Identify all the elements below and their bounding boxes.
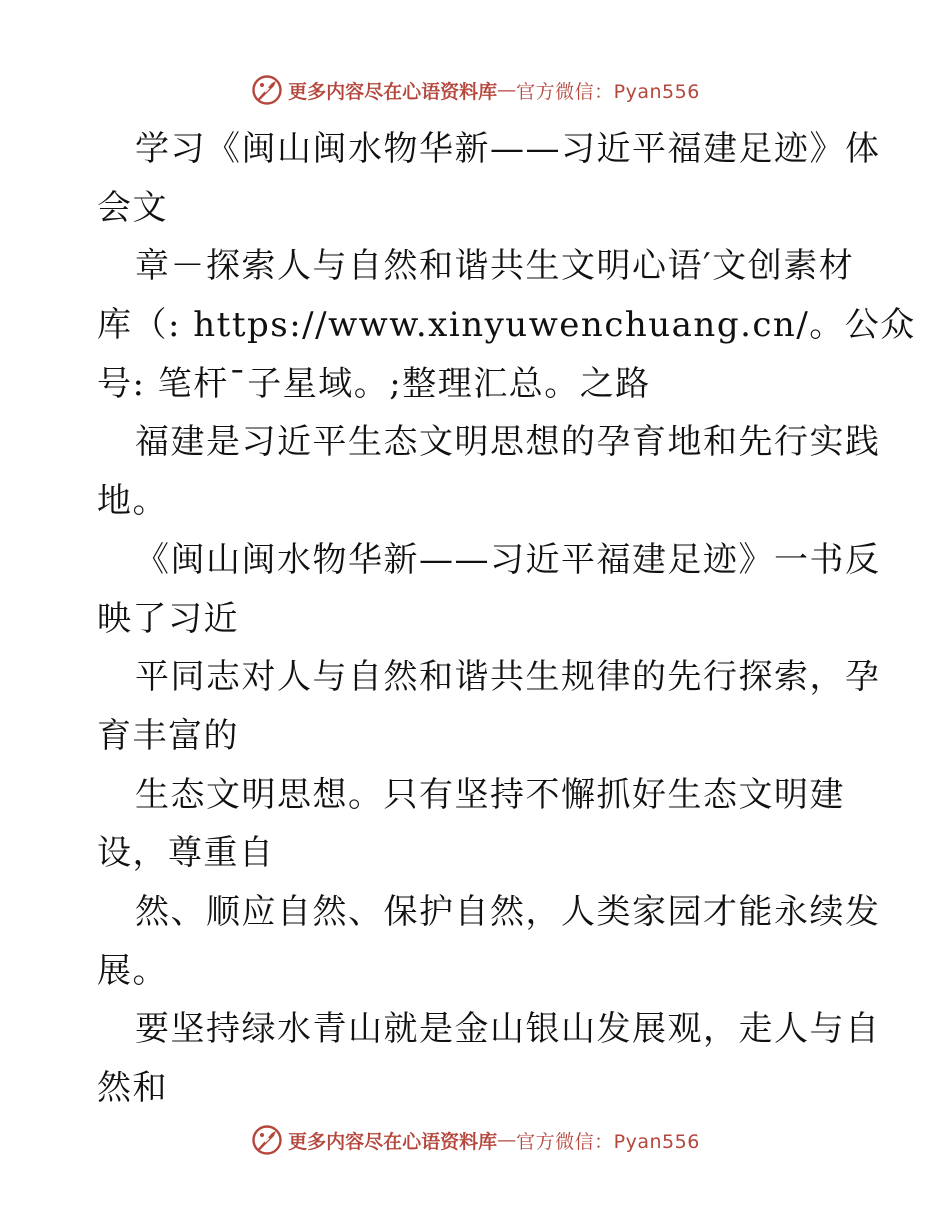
text-line: 设，尊重自 [97, 833, 275, 874]
text-line: 学习《闽山闽水物华新——习近平福建足迹》体 [135, 129, 881, 169]
banner-title: 更多内容尽在心语资料库 [288, 1130, 498, 1153]
text-line: 会文 [97, 187, 168, 228]
footer-banner [0, 1120, 950, 1160]
text-line: 号: 笔杆¯子星域。;整理汇总。之路 [97, 363, 651, 404]
quill-logo-icon [250, 73, 284, 107]
text-line: 《闽山闽水物华新——习近平福建足迹》一书反 [135, 539, 881, 580]
banner-separator: — [497, 79, 517, 101]
text-line: 要坚持绿水青山就是金山银山发展观，走人与自 [135, 1009, 881, 1050]
text-line: 然和 [97, 1068, 168, 1108]
text-line: 章－探索人与自然和谐共生文明心语′文创素材 [135, 246, 855, 287]
banner-separator: — [497, 1129, 517, 1151]
text-line: 育丰富的 [97, 715, 239, 756]
quill-logo-icon [250, 1123, 284, 1157]
text-line: 生态文明思想。只有坚持不懈抓好生态文明建 [135, 774, 845, 815]
banner-wechat: 官方微信：Pyan556 [516, 1130, 700, 1153]
text-line: 平同志对人与自然和谐共生规律的先行探索，孕 [135, 657, 881, 698]
text-line: 然、顺应自然、保护自然，人类家园才能永续发 [135, 891, 881, 932]
text-line: 福建是习近平生态文明思想的孕育地和先行实践 [135, 422, 881, 463]
text-line: 地。 [97, 481, 168, 522]
text-line: 映了习近 [97, 598, 239, 639]
banner-wechat: 官方微信：Pyan556 [516, 80, 700, 103]
text-line: 展。 [97, 950, 168, 991]
banner-title: 更多内容尽在心语资料库 [288, 80, 498, 103]
document-body [97, 120, 916, 1118]
text-line: 库（: https://www.xinyuwenchuang.cn/。公众 [97, 305, 916, 346]
header-banner [0, 70, 950, 110]
